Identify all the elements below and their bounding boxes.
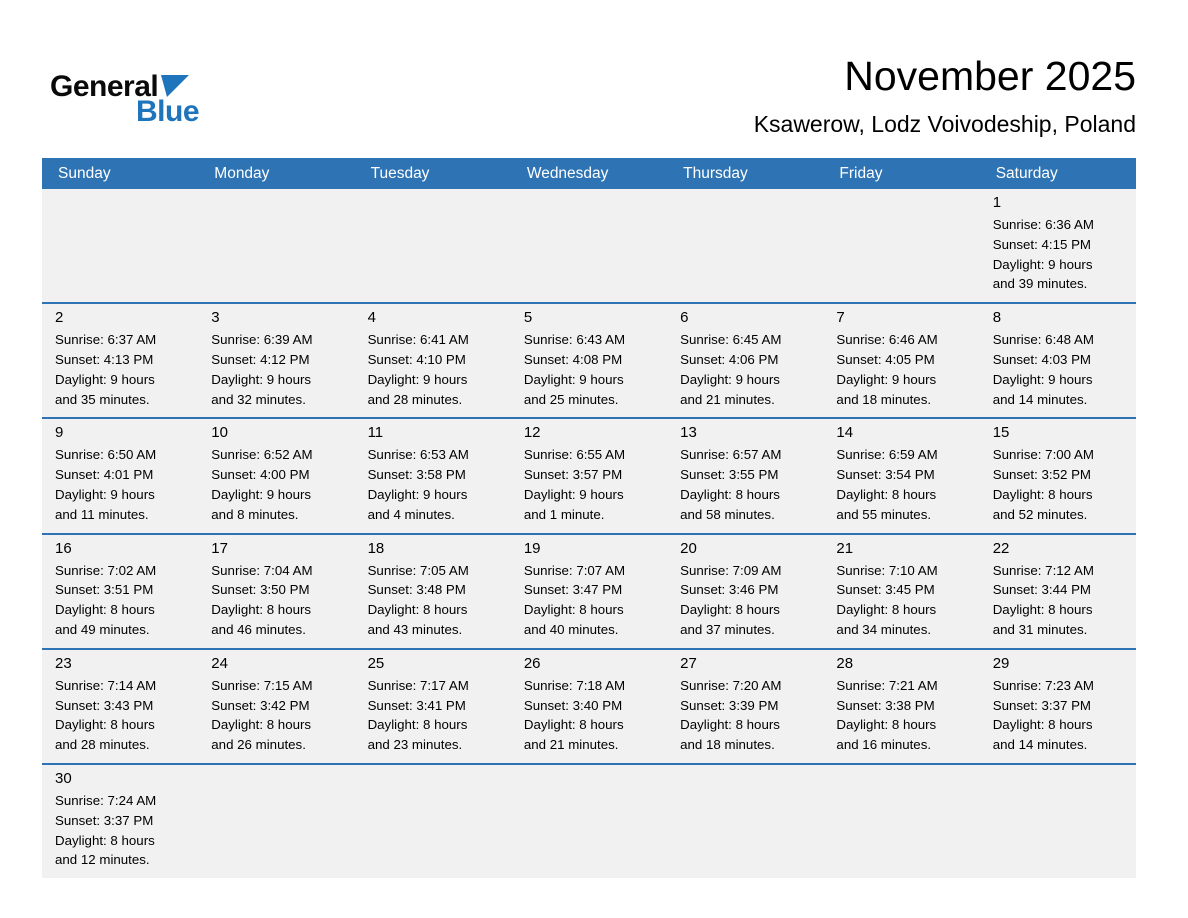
daylight-minutes-text: and 39 minutes. [992,276,1088,292]
day-number: 11 [367,424,384,442]
day-cell-7 [823,304,979,417]
daylight-hours-text: Daylight: 9 hours [836,371,937,387]
sunrise-text: Sunrise: 6:36 AM [992,217,1094,232]
sunset-text: Sunset: 3:46 PM [680,582,779,598]
week-row [42,533,1136,648]
daylight-hours-text: Daylight: 9 hours [680,371,780,387]
day-number: 6 [680,309,689,327]
sunset-text: Sunset: 4:01 PM [55,467,154,483]
daylight-hours-text: Daylight: 8 hours [367,602,468,618]
daylight-hours-text: Daylight: 9 hours [55,371,155,387]
sunset-text: Sunset: 4:13 PM [55,351,154,367]
day-cell-14 [823,419,979,532]
day-cell-18 [355,535,511,648]
day-number: 18 [367,539,385,557]
sunset-text: Sunset: 4:08 PM [523,351,623,367]
day-number: 10 [211,424,228,442]
daylight-hours-text: Daylight: 9 hours [992,371,1093,387]
daylight-minutes-text: and 4 minutes. [367,506,455,522]
empty-day-cell [355,189,511,302]
sunrise-text: Sunrise: 6:41 AM [367,332,469,348]
day-cell-5 [511,304,667,417]
sunset-text: Sunset: 4:00 PM [211,467,310,483]
daylight-hours-text: Daylight: 8 hours [992,717,1093,733]
sunrise-text: Sunrise: 7:10 AM [836,562,938,578]
calendar-grid [42,189,1136,878]
day-number: 8 [992,309,1002,327]
sunrise-text: Sunrise: 6:53 AM [367,447,469,463]
day-number: 7 [836,309,845,327]
daylight-hours-text: Daylight: 8 hours [680,602,780,618]
sunrise-text: Sunrise: 7:15 AM [211,677,313,693]
daylight-minutes-text: and 28 minutes. [367,391,463,407]
day-cell-24 [198,650,354,763]
daylight-minutes-text: and 18 minutes. [680,737,775,753]
sunset-text: Sunset: 3:57 PM [523,467,623,483]
daylight-hours-text: Daylight: 8 hours [55,602,155,618]
daylight-hours-text: Daylight: 8 hours [680,717,780,733]
daylight-hours-text: Daylight: 8 hours [367,717,468,733]
daylight-minutes-text: and 21 minutes. [523,737,619,753]
day-number: 4 [367,309,376,327]
sunrise-text: Sunrise: 6:50 AM [55,447,157,463]
day-cell-23 [42,650,198,763]
day-cell-6 [667,304,823,417]
week-row [42,189,1136,302]
day-number: 1 [992,194,1002,211]
daylight-hours-text: Daylight: 8 hours [836,602,937,618]
day-number: 9 [55,424,64,442]
daylight-minutes-text: and 18 minutes. [836,391,932,407]
sunrise-text: Sunrise: 7:07 AM [523,562,626,578]
logo-text-general: General [50,70,159,103]
daylight-minutes-text: and 11 minutes. [55,506,149,522]
sunset-text: Sunset: 3:37 PM [992,697,1092,713]
sunset-text: Sunset: 4:15 PM [992,236,1092,252]
daylight-minutes-text: and 21 minutes. [680,391,775,407]
day-cell-26 [511,650,667,763]
weekday-header-row [42,158,1136,189]
daylight-hours-text: Daylight: 9 hours [523,371,624,387]
sunset-text: Sunset: 3:40 PM [523,697,623,713]
daylight-minutes-text: and 34 minutes. [836,621,932,637]
sunset-text: Sunset: 3:41 PM [367,697,466,713]
calendar [42,158,1136,878]
sunrise-text: Sunrise: 7:21 AM [836,677,938,693]
day-number: 26 [523,654,541,672]
daylight-minutes-text: and 49 minutes. [55,621,150,637]
sunrise-text: Sunrise: 7:05 AM [367,562,469,578]
weekday-header-monday: Monday [214,164,270,182]
logo-text-blue: Blue [136,95,200,128]
sunrise-text: Sunrise: 7:17 AM [367,677,469,693]
daylight-hours-text: Daylight: 8 hours [55,832,155,848]
sunset-text: Sunset: 3:39 PM [680,697,779,713]
day-cell-3 [198,304,354,417]
sunrise-text: Sunrise: 7:12 AM [992,562,1094,578]
sunset-text: Sunset: 4:12 PM [211,351,310,367]
daylight-minutes-text: and 12 minutes. [55,852,150,868]
week-row [42,417,1136,532]
day-cell-29 [980,650,1136,763]
day-number: 13 [680,424,697,442]
daylight-minutes-text: and 46 minutes. [211,621,306,637]
daylight-minutes-text: and 32 minutes. [211,391,306,407]
day-cell-8 [980,304,1136,417]
daylight-hours-text: Daylight: 8 hours [992,486,1093,502]
day-number: 21 [836,539,854,557]
day-cell-22 [980,535,1136,648]
day-cell-4 [355,304,511,417]
sunset-text: Sunset: 4:10 PM [367,351,466,367]
empty-day-cell [355,765,511,878]
daylight-hours-text: Daylight: 9 hours [211,486,312,502]
empty-day-cell [823,189,979,302]
day-number: 5 [523,309,533,327]
empty-day-cell [42,189,198,302]
sunset-text: Sunset: 4:06 PM [680,351,779,367]
sunset-text: Sunset: 3:44 PM [992,582,1092,598]
page-titles [754,52,1136,138]
daylight-minutes-text: and 23 minutes. [367,737,463,753]
day-cell-28 [823,650,979,763]
daylight-hours-text: Daylight: 8 hours [523,602,624,618]
day-number: 12 [523,424,541,442]
day-number: 19 [523,539,541,557]
day-number: 22 [992,539,1010,557]
sunrise-text: Sunrise: 6:43 AM [523,332,626,348]
sunset-text: Sunset: 3:48 PM [367,582,466,598]
day-number: 3 [211,309,220,327]
day-number: 15 [992,424,1010,442]
sunrise-text: Sunrise: 6:37 AM [55,332,157,348]
daylight-minutes-text: and 43 minutes. [367,621,463,637]
day-cell-10 [198,419,354,532]
sunset-text: Sunset: 4:05 PM [836,351,935,367]
weekday-header-wednesday: Wednesday [526,164,609,182]
sunset-text: Sunset: 3:47 PM [523,582,623,598]
location-subtitle: Ksawerow, Lodz Voivodeship, Poland [753,111,1136,137]
week-row [42,648,1136,763]
sunrise-text: Sunrise: 7:23 AM [992,677,1094,693]
sunrise-text: Sunrise: 7:09 AM [680,562,782,578]
daylight-hours-text: Daylight: 8 hours [836,717,937,733]
daylight-minutes-text: and 31 minutes. [992,621,1088,637]
sunset-text: Sunset: 4:03 PM [992,351,1092,367]
day-cell-12 [511,419,667,532]
daylight-minutes-text: and 26 minutes. [211,737,306,753]
general-blue-logo [50,72,199,126]
empty-day-cell [823,765,979,878]
sunset-text: Sunset: 3:37 PM [55,812,154,828]
sunrise-text: Sunrise: 6:39 AM [211,332,313,348]
sunset-text: Sunset: 3:51 PM [55,582,154,598]
daylight-hours-text: Daylight: 8 hours [680,486,780,502]
sunset-text: Sunset: 3:38 PM [836,697,935,713]
week-row [42,763,1136,878]
sunrise-text: Sunrise: 7:24 AM [55,792,157,808]
day-cell-15 [980,419,1136,532]
daylight-hours-text: Daylight: 8 hours [55,717,155,733]
daylight-minutes-text: and 1 minute. [523,506,605,522]
day-number: 27 [680,654,697,672]
sunset-text: Sunset: 3:43 PM [55,697,154,713]
sunset-text: Sunset: 3:45 PM [836,582,935,598]
daylight-hours-text: Daylight: 9 hours [211,371,312,387]
daylight-hours-text: Daylight: 9 hours [992,256,1093,272]
day-number: 28 [836,654,854,672]
day-number: 30 [55,769,72,787]
sunrise-text: Sunrise: 7:02 AM [55,562,157,578]
day-number: 29 [992,654,1010,672]
empty-day-cell [511,189,667,302]
sunset-text: Sunset: 3:50 PM [211,582,310,598]
day-cell-9 [42,419,198,532]
day-number: 24 [211,654,228,672]
day-number: 16 [55,539,72,557]
sunrise-text: Sunrise: 7:04 AM [211,562,313,578]
sunset-text: Sunset: 3:54 PM [836,467,935,483]
sunrise-text: Sunrise: 6:48 AM [992,332,1094,348]
daylight-minutes-text: and 37 minutes. [680,621,775,637]
daylight-minutes-text: and 16 minutes. [836,737,932,753]
daylight-minutes-text: and 14 minutes. [992,737,1088,753]
daylight-minutes-text: and 25 minutes. [523,391,619,407]
sunset-text: Sunset: 3:42 PM [211,697,310,713]
day-cell-30 [42,765,198,878]
daylight-minutes-text: and 14 minutes. [992,391,1088,407]
weekday-header-saturday: Saturday [995,164,1058,182]
day-cell-20 [667,535,823,648]
day-cell-1 [980,189,1136,302]
daylight-hours-text: Daylight: 9 hours [55,486,155,502]
sunset-text: Sunset: 3:55 PM [680,467,779,483]
daylight-minutes-text: and 40 minutes. [523,621,619,637]
sunset-text: Sunset: 3:52 PM [992,467,1092,483]
weekday-header-sunday: Sunday [58,164,111,182]
sunrise-text: Sunrise: 6:52 AM [211,447,313,463]
weekday-header-thursday: Thursday [683,164,748,182]
daylight-minutes-text: and 58 minutes. [680,506,775,522]
daylight-hours-text: Daylight: 9 hours [523,486,624,502]
sunrise-text: Sunrise: 6:46 AM [836,332,938,348]
sunrise-text: Sunrise: 6:59 AM [836,447,938,463]
day-number: 2 [55,309,64,327]
weekday-header-friday: Friday [839,164,883,182]
daylight-minutes-text: and 35 minutes. [55,391,150,407]
day-cell-16 [42,535,198,648]
day-cell-25 [355,650,511,763]
sunrise-text: Sunrise: 7:14 AM [55,677,157,693]
daylight-minutes-text: and 52 minutes. [992,506,1088,522]
daylight-minutes-text: and 55 minutes. [836,506,932,522]
day-cell-2 [42,304,198,417]
sunset-text: Sunset: 3:58 PM [367,467,466,483]
sunrise-text: Sunrise: 6:55 AM [523,447,626,463]
day-number: 23 [55,654,72,672]
day-cell-11 [355,419,511,532]
day-number: 17 [211,539,228,557]
empty-day-cell [980,765,1136,878]
daylight-hours-text: Daylight: 8 hours [211,602,312,618]
sunrise-text: Sunrise: 7:00 AM [992,447,1094,463]
empty-day-cell [511,765,667,878]
daylight-hours-text: Daylight: 8 hours [211,717,312,733]
day-cell-21 [823,535,979,648]
sunrise-text: Sunrise: 6:45 AM [680,332,782,348]
empty-day-cell [198,189,354,302]
daylight-hours-text: Daylight: 8 hours [523,717,624,733]
daylight-hours-text: Daylight: 9 hours [367,486,468,502]
empty-day-cell [667,189,823,302]
daylight-minutes-text: and 28 minutes. [55,737,150,753]
day-number: 25 [367,654,385,672]
empty-day-cell [667,765,823,878]
daylight-hours-text: Daylight: 8 hours [992,602,1093,618]
day-cell-19 [511,535,667,648]
day-number: 20 [680,539,697,557]
sunrise-text: Sunrise: 7:18 AM [523,677,626,693]
daylight-hours-text: Daylight: 9 hours [367,371,468,387]
day-cell-27 [667,650,823,763]
day-cell-17 [198,535,354,648]
empty-day-cell [198,765,354,878]
daylight-hours-text: Daylight: 8 hours [836,486,937,502]
week-row [42,302,1136,417]
weekday-header-tuesday: Tuesday [370,164,430,182]
day-number: 14 [836,424,854,442]
sunrise-text: Sunrise: 7:20 AM [680,677,782,693]
sunrise-text: Sunrise: 6:57 AM [680,447,782,463]
day-cell-13 [667,419,823,532]
month-title: November 2025 [844,53,1136,99]
daylight-minutes-text: and 8 minutes. [211,506,299,522]
